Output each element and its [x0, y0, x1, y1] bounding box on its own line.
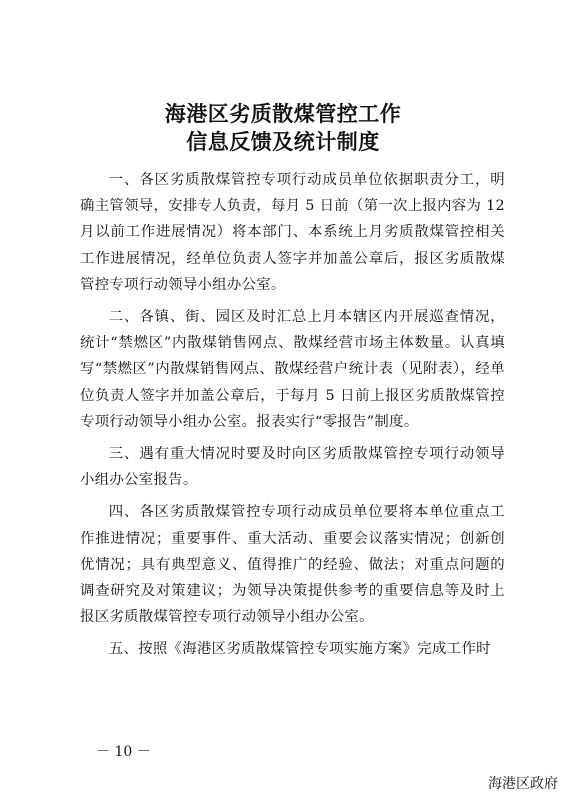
- paragraph-2: 二、各镇、街、园区及时汇总上月本辖区内开展巡查情况，统计“禁燃区”内散煤销售网点、散煤经营市场主体数量。认真填写“禁燃区”内散煤销售网点、散煤经营户统计表（见附表），经单位负责人签字并加盖公章后，于每月 5 日前上报区劣质散煤管控专项行动领导小组办公室。报表实行“零报告”制度。: [80, 309, 505, 430]
- page-number: － 10 －: [96, 744, 151, 760]
- paragraph-1: 一、各区劣质散煤管控专项行动成员单位依据职责分工，明确主管领导，安排专人负责，每月 5 日前（第一次上报内容为 12 月以前工作进展情况）将本部门、本系统上月劣质散煤管控相关工作进展情况，经单位负责人签字并加盖公章后，报区劣质散煤管控专项行动领导小组办公室。: [80, 172, 505, 293]
- document-title-line-2: 信息反馈及统计制度: [186, 129, 380, 154]
- document-body: [80, 167, 505, 669]
- paragraph-3: 三、遇有重大情况时要及时向区劣质散煤管控专项行动领导小组办公室报告。: [80, 446, 505, 489]
- paragraph-4: 四、各区劣质散煤管控专项行动成员单位要将本单位重点工作推进情况；重要事件、重大活动、重要会议落实情况；创新创优情况；具有典型意义、值得推广的经验、做法；对重点问题的调查研究及对策建议；为领导决策提供参考的重要信息等及时上报区劣质散煤管控专项行动领导小组办公室。: [80, 504, 505, 626]
- paragraph-5: 五、按照《海港区劣质散煤管控专项实施方案》完成工作时: [108, 641, 491, 658]
- document-title-line-1: 海港区劣质散煤管控工作: [164, 101, 402, 126]
- source-watermark: 海港区政府: [488, 776, 558, 792]
